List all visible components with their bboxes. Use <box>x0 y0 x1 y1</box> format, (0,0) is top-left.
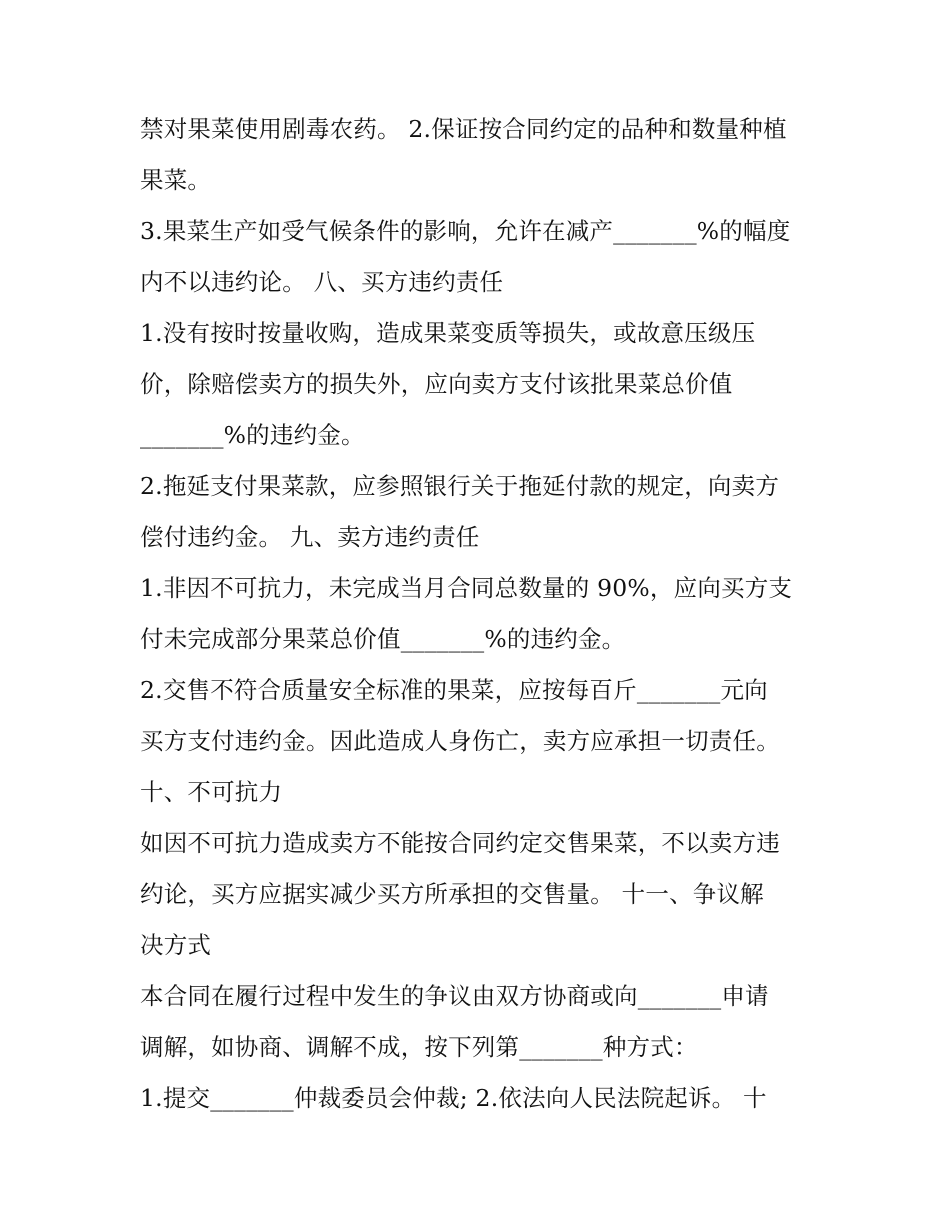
text-line-16: 约论，买方应据实减少买方所承担的交售量。 十一、争议解 <box>140 880 764 908</box>
text-line-15: 如因不可抗力造成卖方不能按合同约定交售果菜，不以卖方违 <box>140 829 780 857</box>
text-line-9: 偿付违约金。 九、卖方违约责任 <box>140 523 480 551</box>
text-line-18: 本合同在履行过程中发生的争议由双方协商或向_______申请 <box>140 982 769 1010</box>
text-line-19: 调解，如协商、调解不成，按下列第_______种方式： <box>140 1033 698 1061</box>
text-line-10: 1.非因不可抗力，未完成当月合同总数量的 90%，应向买方支 <box>140 574 793 602</box>
text-line-20: 1.提交_______仲裁委员会仲裁; 2.依法向人民法院起诉。 十 <box>140 1084 767 1112</box>
text-line-7: _______%的违约金。 <box>140 421 365 449</box>
text-line-13: 买方支付违约金。因此造成人身伤亡，卖方应承担一切责任。 <box>140 727 780 755</box>
contract-text <box>140 104 830 1124</box>
text-line-12: 2.交售不符合质量安全标准的果菜，应按每百斤_______元向 <box>140 676 768 704</box>
text-line-5: 1.没有按时按量收购，造成果菜变质等损失，或故意压级压 <box>140 319 756 347</box>
text-line-14: 十、不可抗力 <box>140 778 283 806</box>
text-line-4: 内不以违约论。 八、买方违约责任 <box>140 268 504 296</box>
text-line-6: 价，除赔偿卖方的损失外，应向卖方支付该批果菜总价值 <box>140 370 733 398</box>
text-line-1: 禁对果菜使用剧毒农药。 2.保证按合同约定的品种和数量种植 <box>140 115 787 143</box>
text-line-2: 果菜。 <box>140 166 212 194</box>
text-line-8: 2.拖延支付果菜款，应参照银行关于拖延付款的规定，向卖方 <box>140 472 780 500</box>
text-line-17: 决方式 <box>140 931 212 959</box>
text-line-3: 3.果菜生产如受气候条件的影响，允许在减产_______%的幅度 <box>140 217 791 245</box>
text-line-11: 付未完成部分果菜总价值_______%的违约金。 <box>140 625 626 653</box>
